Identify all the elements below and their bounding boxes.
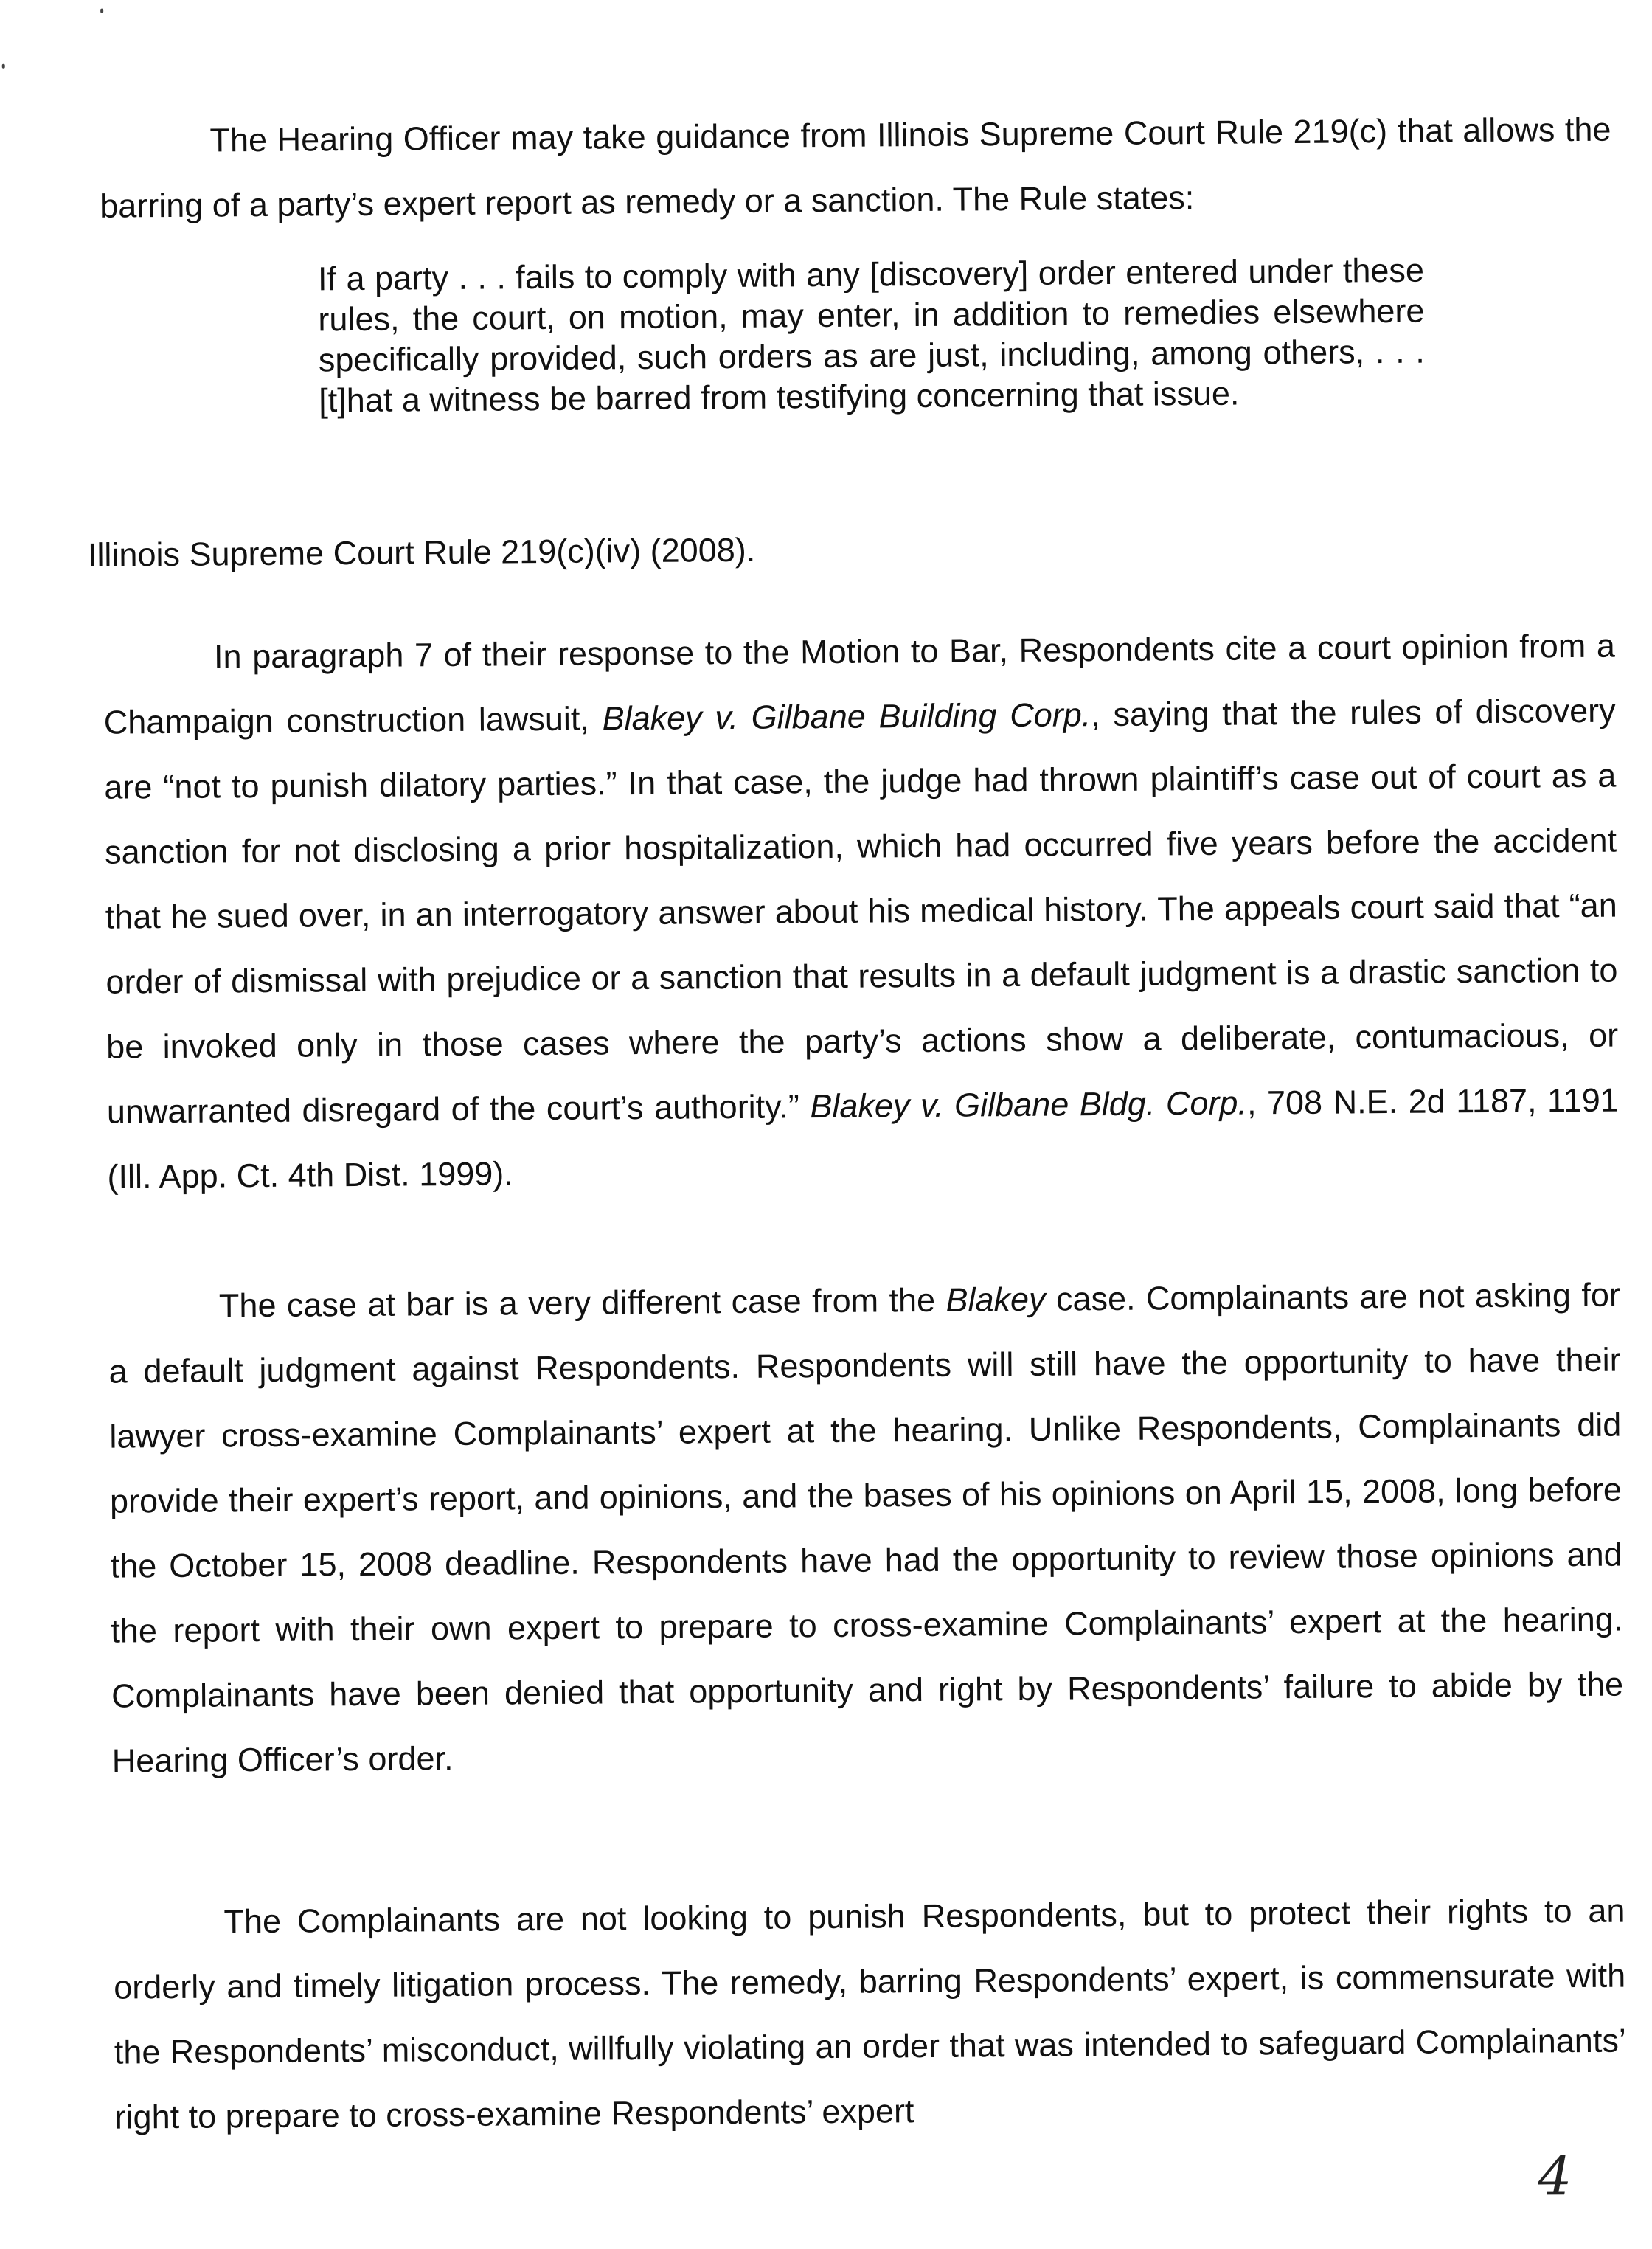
citation-rule: Illinois Supreme Court Rule 219(c)(iv) (2008). (87, 530, 756, 574)
scan-speck (100, 9, 103, 13)
case-name: Blakey (945, 1280, 1046, 1319)
paragraph-rule-guidance: The Hearing Officer may take guidance from Illinois Supreme Court Rule 219(c) that allows the barring of a party’s expert report as remedy or a sanction. The Rule states: (100, 110, 1611, 225)
text-run: , saying that the rules of discovery are “not to punish dilatory parties.” In that case, the judge had thrown plaintiff’s case out of court as a sanction for not disclosing a prior hospitalization, which had occurred five years before the accident that he sued over, in an interrogatory answer about his medical history. The appeals court said that “an order of dismissal with prejudice or a sanction that results in a default judgment is a drastic sanction to be invoked only in those cases where the party’s actions show a deliberate, contumacious, or unwarranted disregard of the court’s authority.” (104, 691, 1619, 1131)
text-run: The case at bar is a very different case from the (218, 1281, 946, 1325)
paragraph-remedy: The Complainants are not looking to punish Respondents, but to protect their rights to an orderly and timely litigation process. The remedy, barring Respondents’ expert, is commensurate with the Respondents’ misconduct, willfully violating an order that was intended to safeguard Complainants’ right to prepare to cross-examine Respondents’ expert (113, 1891, 1627, 2136)
page-number: 4 (1538, 2145, 1572, 2208)
text-run: , 708 N.E. 2d 1187, 1191 (Ill. App. Ct. 4th Dist. 1999). (107, 1081, 1620, 1196)
case-name: Blakey v. Gilbane Bldg. Corp. (810, 1084, 1248, 1126)
scan-speck (2, 64, 5, 69)
paragraph-blakey-response (103, 614, 1620, 1210)
case-name: Blakey v. Gilbane Building Corp. (602, 696, 1092, 738)
block-quote-rule: If a party . . . fails to comply with any [discovery] order entered under these rules, the court, on motion, may enter, in addition to remedies elsewhere specifically provided, such orders as are just, including, among others, . . . [t]hat a witness be barred from testifying concerning that issue. (317, 251, 1426, 420)
text-run: case. Complainants are not asking for a default judgment against Respondents. Respondents will still have the opportunity to have their lawyer cross-examine Complainants’ expert at the hearing. Unlike Respondents, Complainants did provide their expert’s report, and opinions, and the bases of his opinions on April 15, 2008, long before the October 15, 2008 deadline. Respondents have had the opportunity to review those opinions and the report with their own expert to prepare to cross-examine Complainants’ expert at the hearing. Complainants have been denied that opportunity and right by Respondents’ failure to abide by the Hearing Officer’s order. (108, 1275, 1624, 1780)
paragraph-case-distinction (108, 1263, 1624, 1794)
text-run: In paragraph 7 of their response to the Motion to Bar, Respondents cite a court opinion from a Champaign construction lawsuit, (103, 626, 1616, 741)
